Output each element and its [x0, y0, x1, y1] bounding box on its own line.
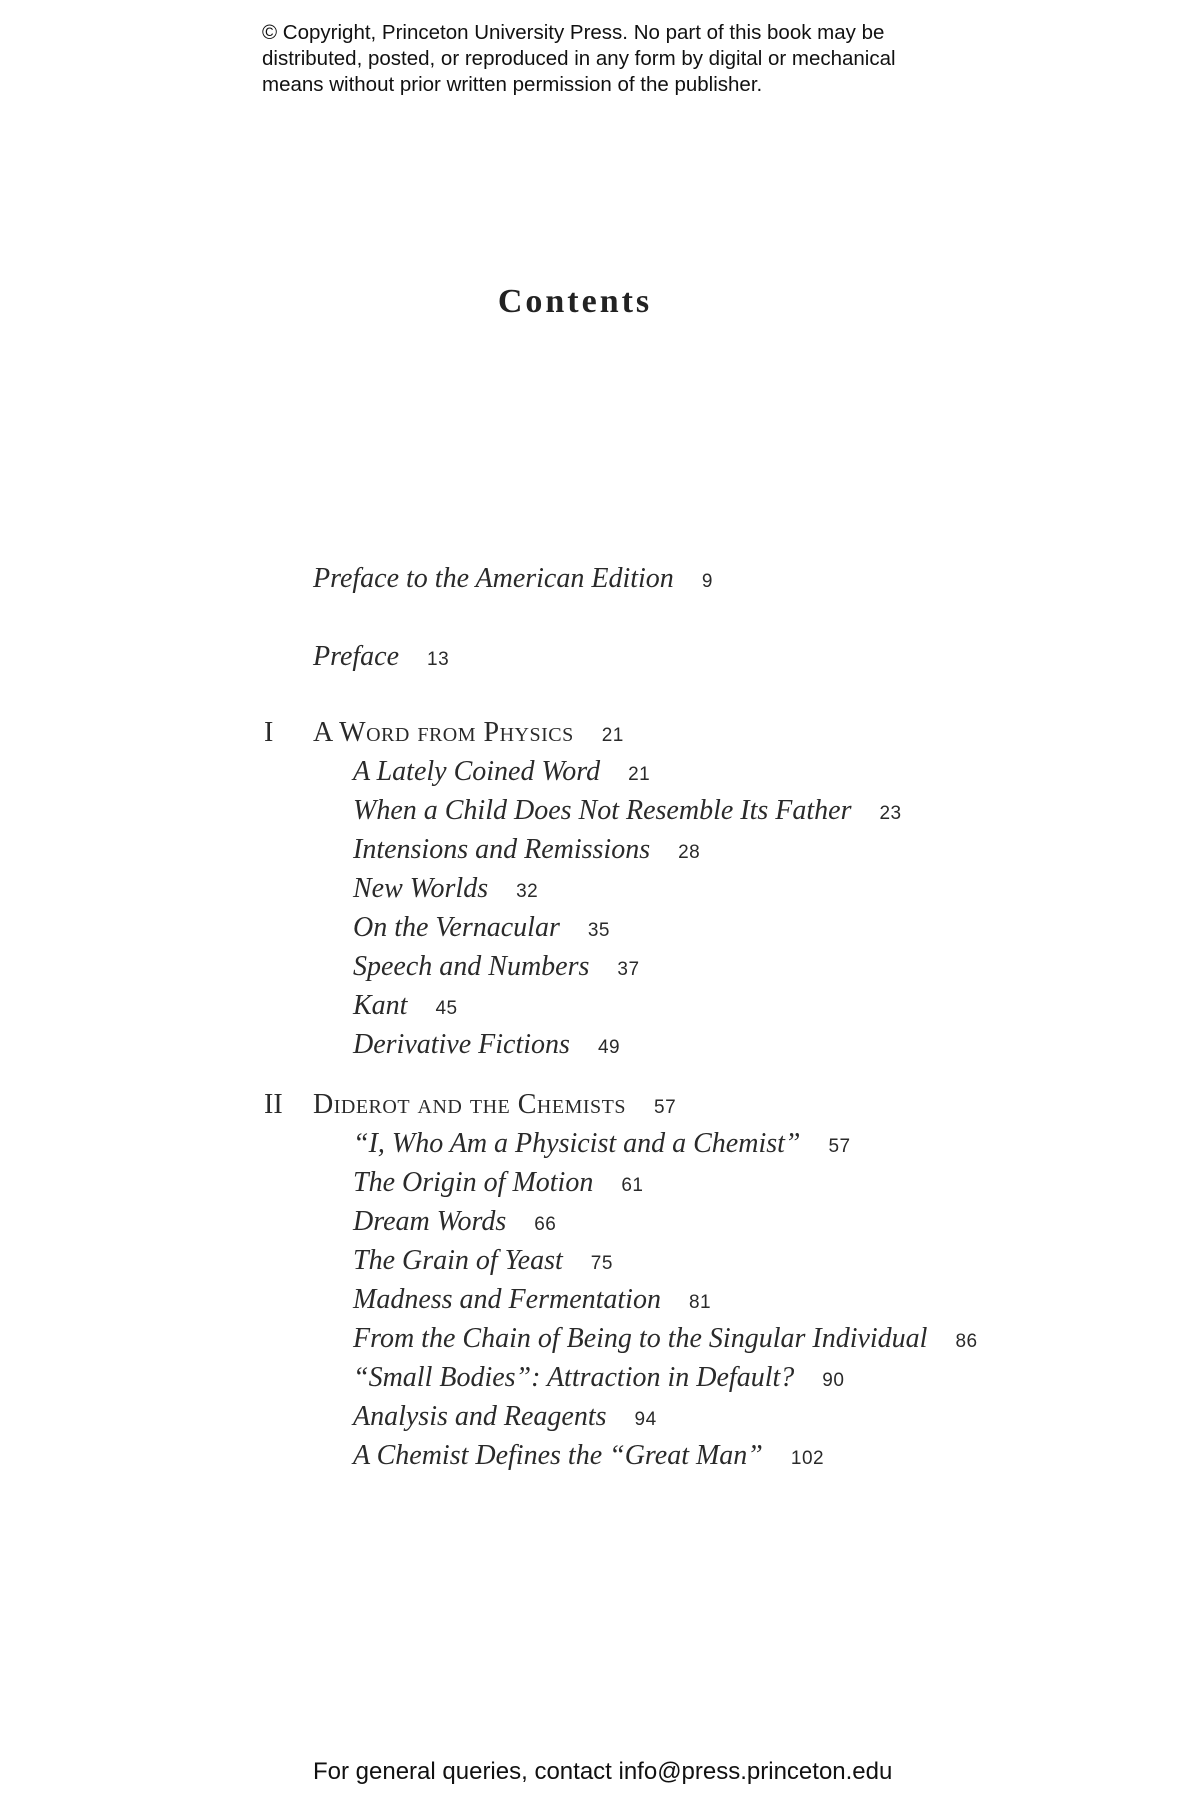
- toc-chapter-2: [313, 1088, 676, 1125]
- toc-section: [353, 755, 650, 792]
- toc-section-title: Analysis and Reagents: [353, 1401, 607, 1432]
- toc-section: [353, 1205, 556, 1242]
- toc-entry-title: Preface: [313, 641, 400, 672]
- toc-section: [353, 1322, 978, 1359]
- toc-section: [353, 872, 538, 909]
- toc-page-number: 45: [435, 998, 458, 1019]
- toc-page-number: 21: [628, 764, 651, 785]
- copyright-line: means without prior written permission of the publisher.: [262, 73, 763, 96]
- toc-page-number: 57: [654, 1097, 677, 1118]
- toc-page-number: 66: [534, 1214, 557, 1235]
- copyright-line: distributed, posted, or reproduced in any form by digital or mechanical: [262, 47, 896, 70]
- footer-contact: For general queries, contact info@press.princeton.edu: [313, 1758, 893, 1785]
- toc-page-number: 86: [955, 1331, 978, 1352]
- toc-section: [353, 989, 458, 1026]
- toc-section-title: When a Child Does Not Resemble Its Father: [353, 795, 852, 826]
- toc-section: [353, 950, 640, 987]
- toc-section-title: The Origin of Motion: [353, 1167, 594, 1198]
- toc-section-title: Derivative Fictions: [353, 1029, 570, 1060]
- toc-section-title: Intensions and Remissions: [353, 834, 651, 865]
- toc-entry-preface-american: [313, 562, 713, 599]
- toc-section: [353, 1400, 657, 1437]
- page-title: Contents: [497, 283, 653, 320]
- toc-section-title: Kant: [353, 990, 408, 1021]
- toc-page-number: 9: [701, 571, 713, 592]
- toc-page-number: 49: [597, 1037, 621, 1058]
- toc-section-title: The Grain of Yeast: [353, 1245, 563, 1276]
- toc-section-title: A Lately Coined Word: [353, 756, 601, 787]
- toc-page-number: 35: [587, 920, 610, 941]
- toc-section-title: “Small Bodies”: Attraction in Default?: [353, 1362, 795, 1393]
- toc-section: [353, 1244, 613, 1281]
- toc-page-number: 32: [516, 881, 539, 902]
- toc-section: [353, 833, 700, 870]
- toc-chapter-title: A Word from Physics: [313, 717, 574, 748]
- toc-entry-title: Preface to the American Edition: [313, 563, 674, 594]
- toc-chapter-1: [313, 716, 624, 753]
- copyright-line: © Copyright, Princeton University Press. No part of this book may be: [262, 21, 885, 44]
- toc-section-title: Speech and Numbers: [353, 951, 590, 982]
- toc-page-number: 23: [879, 803, 902, 824]
- toc-page-number: 21: [601, 725, 624, 746]
- toc-page-number: 102: [790, 1448, 825, 1469]
- toc-page-number: 13: [427, 649, 450, 670]
- toc-section: [353, 1127, 851, 1164]
- toc-section: [353, 1361, 844, 1398]
- toc-section-title: From the Chain of Being to the Singular Individual: [353, 1323, 928, 1354]
- toc-section-title: Dream Words: [353, 1206, 507, 1237]
- toc-section-title: On the Vernacular: [353, 912, 560, 943]
- toc-page-number: 28: [678, 842, 701, 863]
- toc-page-number: 61: [621, 1175, 644, 1196]
- toc-page-number: 37: [617, 959, 640, 980]
- toc-section: [353, 911, 610, 948]
- toc-section: [353, 1028, 620, 1065]
- toc-section-title: New Worlds: [353, 873, 489, 904]
- toc-page-number: 90: [822, 1370, 845, 1391]
- toc-chapter-title: Diderot and the Chemists: [313, 1089, 626, 1120]
- toc-page-number: 57: [828, 1136, 851, 1157]
- toc-section: [353, 1166, 643, 1203]
- chapter-numeral: I: [264, 717, 274, 748]
- toc-section: [353, 1283, 711, 1320]
- toc-section-title: A Chemist Defines the “Great Man”: [353, 1440, 763, 1471]
- toc-section: [353, 1439, 824, 1476]
- toc-page-number: 94: [634, 1409, 657, 1430]
- toc-section-title: Madness and Fermentation: [353, 1284, 661, 1315]
- toc-section: [353, 794, 902, 831]
- toc-page-number: 75: [590, 1253, 613, 1274]
- toc-page-number: 81: [688, 1292, 712, 1313]
- toc-section-title: “I, Who Am a Physicist and a Chemist”: [353, 1128, 801, 1159]
- chapter-numeral: II: [264, 1089, 283, 1120]
- toc-entry-preface: [313, 640, 449, 677]
